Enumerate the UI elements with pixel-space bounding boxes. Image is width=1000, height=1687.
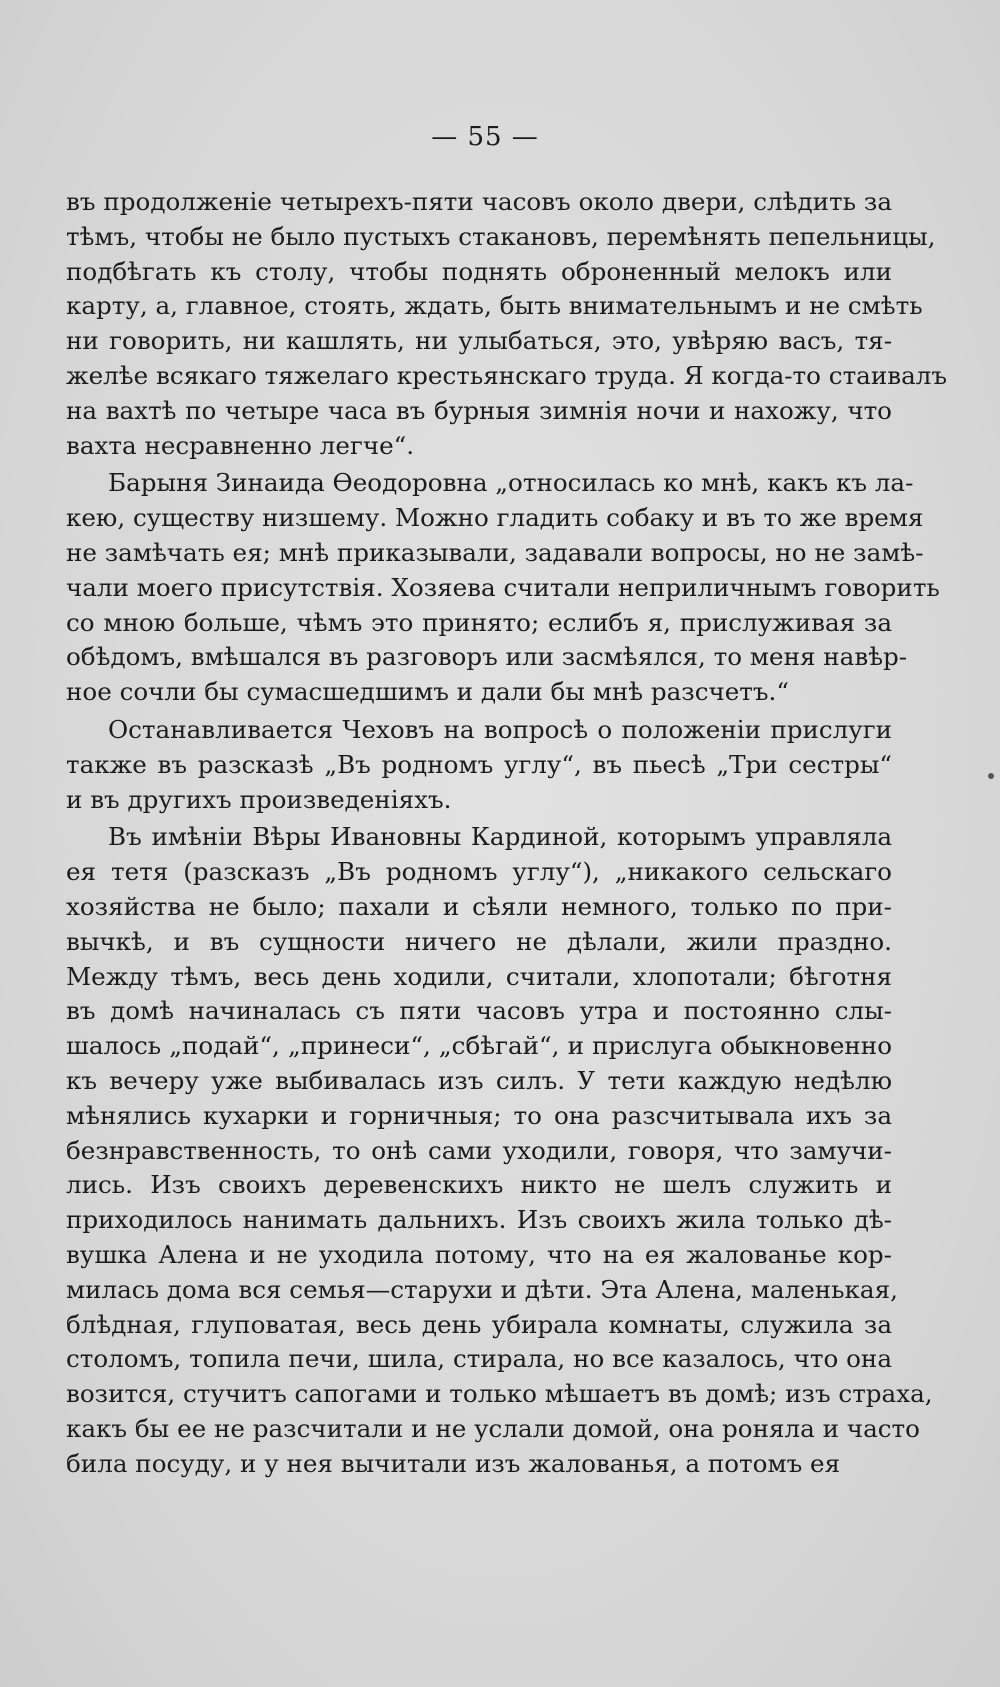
paragraph bbox=[66, 820, 933, 1481]
text-line: на вахтѣ по четыре часа въ бурныя зимнія ночи и нахожу, что bbox=[66, 395, 892, 425]
text-line: чали моего присутствія. Хозяева считали неприличнымъ говорить bbox=[66, 572, 940, 602]
paragraph bbox=[66, 713, 892, 817]
text-line: приходилось нанимать дальнихъ. Изъ своихъ жила только дѣ- bbox=[66, 1205, 892, 1235]
text-line: безнравственность, то онѣ сами уходили, говоря, что замучи- bbox=[66, 1135, 892, 1165]
text-line: била посуду, и у нея вычитали изъ жалованья, а потомъ ея bbox=[66, 1448, 841, 1478]
text-line: хозяйства не было; пахали и сѣяли немного, только по при- bbox=[66, 891, 892, 921]
text-line: ея тетя (разсказъ „Въ родномъ углу“), „никакого сельскаго bbox=[66, 857, 892, 887]
text-line: желѣе всякаго тяжелаго крестьянскаго труда. Я когда-то стаивалъ bbox=[66, 360, 948, 390]
text-line: вахта несравненно легче“. bbox=[66, 430, 415, 460]
text-line: не замѣчать ея; мнѣ приказывали, задавали вопросы, но не замѣ- bbox=[66, 537, 924, 567]
text-line: Въ имѣніи Вѣры Ивановны Кардиной, которымъ управляла bbox=[108, 822, 892, 852]
text-line: ное сочли бы сумасшедшимъ и дали бы мнѣ разсчетъ.“ bbox=[66, 677, 789, 707]
text-line: въ продолженіе четырехъ-пяти часовъ около двери, слѣдить за bbox=[66, 187, 892, 216]
text-line: кею, существу низшему. Можно гладить собаку и въ то же время bbox=[66, 503, 924, 533]
text-line: вушка Алена и не уходила потому, что на ея жалованье кор- bbox=[66, 1239, 892, 1269]
text-line: Барыня Зинаида Өеодоровна „относилась ко мнѣ, какъ къ ла- bbox=[108, 468, 914, 498]
text-line: возится, стучитъ сапогами и только мѣшаетъ въ домѣ; изъ страха, bbox=[66, 1379, 933, 1409]
text-line: шалось „подай“, „принеси“, „сбѣгай“, и прислуга обыкновенно bbox=[66, 1031, 892, 1061]
text-line: тѣмъ, чтобы не было пустыхъ стакановъ, перемѣнять пепельницы, bbox=[66, 221, 936, 251]
text-line: столомъ, топила печи, шила, стирала, но все казалось, что она bbox=[66, 1344, 892, 1374]
page-speck bbox=[988, 773, 994, 779]
text-line: вычкѣ, и въ сущности ничего не дѣлали, жили праздно. bbox=[66, 926, 892, 956]
paragraph bbox=[66, 466, 940, 710]
text-line: карту, а, главное, стоять, ждать, быть внимательнымъ и не смѣть bbox=[66, 291, 923, 321]
paragraph bbox=[66, 185, 948, 463]
text-line: блѣдная, глуповатая, весь день убирала комнаты, служила за bbox=[66, 1309, 892, 1339]
text-line: Между тѣмъ, весь день ходили, считали, хлопотали; бѣготня bbox=[66, 961, 892, 991]
text-line: ни говорить, ни кашлять, ни улыбаться, это, увѣряю васъ, тя- bbox=[66, 326, 892, 356]
text-line: также въ разсказѣ „Въ родномъ углу“, въ пьесѣ „Три сестры“ bbox=[66, 749, 892, 779]
body-text bbox=[66, 185, 948, 1481]
text-line: лись. Изъ своихъ деревенскихъ никто не шелъ служить и bbox=[66, 1170, 892, 1200]
text-line: въ домѣ начиналась съ пяти часовъ утра и постоянно слы- bbox=[66, 996, 892, 1026]
page-number: — 55 — bbox=[431, 122, 539, 152]
text-line: подбѣгать къ столу, чтобы поднять оброненный мелокъ или bbox=[66, 256, 892, 286]
text-line: мѣнялись кухарки и горничныя; то она разсчитывала ихъ за bbox=[66, 1100, 892, 1130]
text-line: къ вечеру уже выбивалась изъ силъ. У тети каждую недѣлю bbox=[66, 1065, 892, 1095]
text-line: милась дома вся семья—старухи и дѣти. Эта Алена, маленькая, bbox=[66, 1274, 898, 1304]
text-line: обѣдомъ, вмѣшался въ разговоръ или засмѣялся, то меня навѣр- bbox=[66, 642, 908, 672]
text-line: и въ другихъ произведеніяхъ. bbox=[66, 784, 452, 814]
text-line: какъ бы ее не разсчитали и не услали домой, она роняла и часто bbox=[66, 1413, 920, 1443]
text-line: Останавливается Чеховъ на вопросѣ о положеніи прислуги bbox=[108, 714, 892, 744]
text-line: со мною больше, чѣмъ это принято; еслибъ я, прислуживая за bbox=[66, 607, 892, 637]
